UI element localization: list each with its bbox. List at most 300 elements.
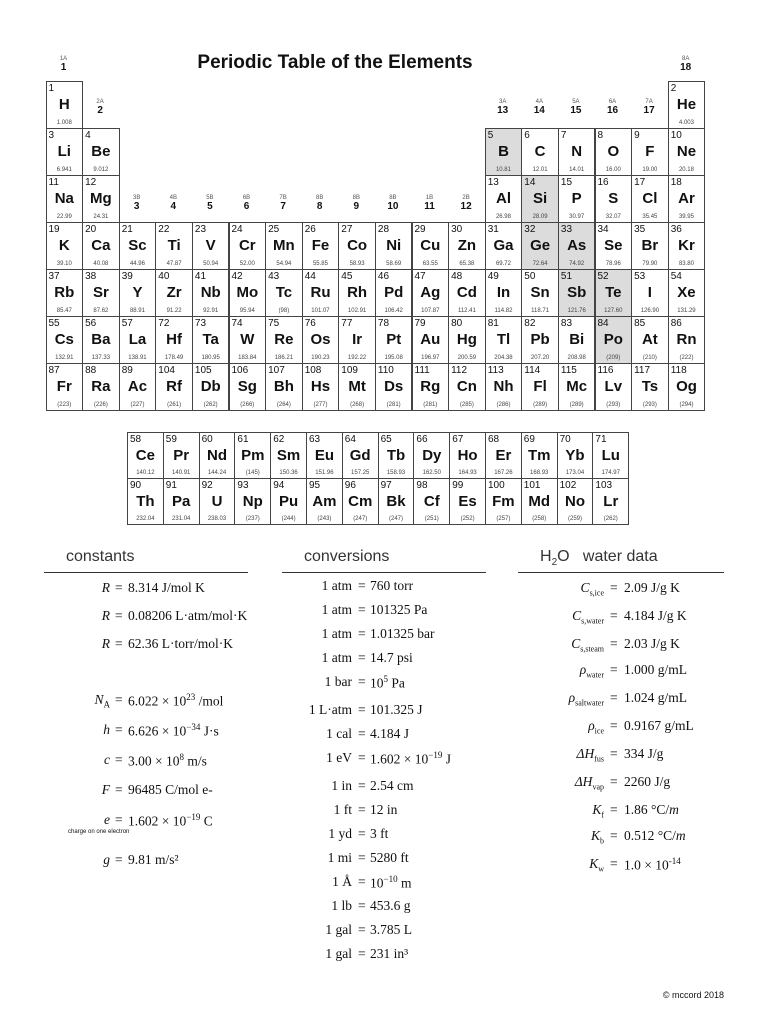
atomic-mass: 168.93 — [530, 470, 549, 476]
element-tb — [378, 432, 415, 479]
element-no — [557, 478, 594, 525]
element-te — [595, 269, 633, 317]
element-symbol: Au — [420, 331, 441, 348]
atomic-mass: 121.76 — [567, 308, 586, 314]
atomic-mass: 140.91 — [172, 470, 191, 476]
atomic-number: 65 — [380, 434, 392, 445]
atomic-mass: (277) — [313, 402, 328, 408]
equals-sign: = — [358, 626, 366, 641]
element-li — [46, 128, 84, 176]
element-symbol: H — [58, 96, 70, 113]
atomic-number: 89 — [121, 365, 133, 376]
atomic-mass: 19.00 — [642, 167, 658, 173]
element-symbol: Cd — [456, 284, 477, 301]
atomic-number: 22 — [158, 224, 170, 235]
atomic-number: 103 — [595, 480, 613, 491]
element-ir — [338, 316, 376, 364]
element-nh — [485, 363, 523, 411]
element-og — [668, 363, 706, 411]
element-symbol: Og — [676, 378, 697, 395]
group-header-number: 16 — [606, 105, 619, 116]
atomic-number: 71 — [595, 434, 607, 445]
atomic-number: 111 — [414, 365, 430, 376]
atomic-number: 49 — [487, 271, 499, 282]
gas-constant-symbol: R — [101, 636, 110, 651]
element-au — [412, 316, 450, 364]
element-symbol: Ba — [91, 331, 111, 348]
atomic-mass: 190.23 — [311, 355, 330, 361]
equals-sign: = — [358, 946, 366, 961]
element-symbol: Eu — [314, 447, 334, 464]
atomic-number: 60 — [201, 434, 213, 445]
group-header-5 — [192, 195, 228, 212]
atomic-number: 115 — [560, 365, 577, 376]
element-symbol: Pt — [386, 331, 402, 348]
element-symbol: Sm — [276, 447, 301, 464]
element-tc — [265, 269, 303, 317]
conversion-rhs: $10^5$ Pa — [370, 674, 405, 691]
element-lr — [592, 478, 629, 525]
element-symbol: Se — [604, 237, 623, 254]
group-header-old: 5A — [572, 99, 580, 105]
element-symbol: Md — [528, 493, 551, 510]
atomic-number: 5 — [487, 130, 494, 141]
atomic-mass: 92.91 — [203, 308, 219, 314]
element-sr — [82, 269, 120, 317]
group-header-number: 15 — [570, 105, 582, 116]
element-la — [119, 316, 157, 364]
atomic-number: 91 — [165, 480, 177, 491]
element-rb — [46, 269, 84, 317]
atomic-number: 69 — [523, 434, 535, 445]
atomic-mass: 14.01 — [569, 167, 585, 173]
element-cf — [413, 478, 450, 525]
element-sg — [229, 363, 267, 411]
atomic-number: 61 — [237, 434, 249, 445]
element-symbol: Y — [132, 284, 143, 301]
atomic-number: 57 — [121, 318, 133, 329]
element-symbol: Lu — [601, 447, 620, 464]
water-symbol: $C_{s,steam}$ — [571, 636, 604, 654]
element-nd — [199, 432, 236, 479]
atomic-number: 23 — [194, 224, 207, 235]
element-symbol: U — [211, 493, 223, 510]
atomic-number: 108 — [304, 365, 322, 376]
equals-sign: = — [358, 802, 366, 817]
atomic-mass: 63.55 — [422, 261, 438, 267]
atomic-mass: (237) — [245, 516, 260, 522]
element-symbol: No — [564, 493, 585, 510]
element-mn — [265, 222, 303, 270]
element-pa — [163, 478, 200, 525]
atomic-mass: 195.08 — [384, 355, 403, 361]
gas-constant-symbol: R — [101, 608, 110, 623]
equals-sign: = — [358, 898, 366, 913]
element-symbol: Ge — [530, 237, 551, 254]
group-header-1 — [46, 56, 82, 73]
element-na — [46, 175, 84, 223]
atomic-number: 39 — [121, 271, 133, 282]
atomic-number: 16 — [597, 177, 609, 188]
conversions-divider — [282, 572, 486, 573]
atomic-mass: (257) — [496, 516, 511, 522]
conversion-rhs: 5280 ft — [370, 850, 409, 865]
element-sm — [270, 432, 307, 479]
group-header-number: 4 — [170, 201, 177, 212]
atomic-mass: 112.41 — [457, 308, 476, 314]
water-symbol: $K_w$ — [589, 856, 604, 874]
group-header-old: 8A — [682, 56, 690, 62]
element-pd — [375, 269, 413, 317]
atomic-mass: 32.07 — [605, 214, 621, 220]
atomic-mass: (294) — [679, 402, 694, 408]
equals-sign: = — [610, 828, 618, 843]
atomic-mass: 87.62 — [93, 308, 109, 314]
atomic-number: 24 — [231, 224, 243, 235]
element-symbol: Rg — [420, 378, 441, 395]
group-header-15 — [558, 99, 594, 116]
group-header-3 — [119, 195, 155, 212]
atomic-mass: 83.80 — [678, 261, 694, 267]
conversion-lhs: 1 atm — [321, 626, 352, 641]
group-header-number: 9 — [353, 201, 360, 212]
conversion-rhs: 453.6 g — [370, 898, 411, 913]
group-header-number: 1 — [60, 62, 67, 73]
group-header-old: 8B — [316, 195, 324, 201]
speed-of-light-unit: m/s — [184, 753, 207, 769]
element-symbol: Hs — [310, 378, 331, 395]
element-pu — [270, 478, 307, 525]
element-symbol: Te — [605, 284, 622, 301]
element-lu — [592, 432, 629, 479]
element-w — [229, 316, 267, 364]
element-at — [631, 316, 669, 364]
atomic-mass: 183.84 — [238, 355, 257, 361]
atomic-mass: 39.95 — [678, 214, 694, 220]
element-symbol: Br — [641, 237, 659, 254]
group-header-11 — [412, 195, 448, 212]
element-fe — [302, 222, 340, 270]
element-re — [265, 316, 303, 364]
atomic-number: 102 — [559, 480, 577, 491]
conversion-lhs: 1 yd — [328, 826, 352, 841]
atomic-mass: 102.91 — [347, 308, 367, 314]
atomic-number: 64 — [344, 434, 356, 445]
atomic-number: 6 — [524, 130, 530, 141]
group-header-old: 8B — [389, 195, 397, 201]
element-symbol: Mn — [273, 237, 295, 254]
conversion-rhs: 2.54 cm — [370, 778, 414, 793]
group-header-6 — [229, 195, 265, 212]
atomic-number: 33 — [560, 224, 573, 235]
group-header-number: 7 — [280, 201, 286, 212]
page-title: Periodic Table of the Elements — [197, 52, 473, 73]
atomic-number: 50 — [524, 271, 536, 282]
atomic-number: 79 — [414, 318, 426, 329]
atomic-mass: 208.98 — [567, 355, 586, 361]
element-sn — [521, 269, 559, 317]
atomic-mass: (266) — [240, 402, 255, 408]
element-ds — [375, 363, 413, 411]
element-symbol: Es — [458, 493, 477, 510]
element-pr — [163, 432, 200, 479]
atomic-mass: 20.18 — [678, 167, 694, 173]
atomic-mass: 22.99 — [56, 214, 72, 220]
atomic-mass: 39.10 — [56, 261, 72, 267]
atomic-mass: 95.94 — [239, 308, 255, 314]
element-symbol: Gd — [349, 447, 371, 464]
group-header-2 — [82, 99, 118, 116]
conversion-lhs: 1 lb — [331, 898, 352, 913]
element-symbol: Nb — [200, 284, 221, 301]
element-symbol: Mo — [236, 284, 259, 301]
atomic-mass: (281) — [423, 402, 438, 408]
conversion-lhs: 1 atm — [321, 578, 352, 593]
element-symbol: Ts — [641, 378, 659, 395]
element-os — [302, 316, 340, 364]
conversion-lhs: 1 ft — [333, 802, 352, 817]
atomic-number: 8 — [597, 130, 604, 141]
group-header-old: 2A — [96, 99, 104, 105]
atomic-mass: 69.72 — [495, 261, 511, 267]
element-fm — [485, 478, 522, 525]
element-ar — [668, 175, 706, 223]
atomic-number: 98 — [416, 480, 428, 491]
element-symbol: Nd — [206, 447, 227, 464]
water-symbol: $K_f$ — [592, 802, 604, 820]
atomic-number: 36 — [670, 224, 682, 235]
element-symbol: Po — [603, 331, 623, 348]
element-sc — [119, 222, 157, 270]
group-header-number: 12 — [460, 201, 472, 212]
group-header-old: 7A — [645, 99, 653, 105]
group-header-number: 13 — [497, 105, 509, 116]
element-zr — [155, 269, 193, 317]
element-hf — [155, 316, 193, 364]
element-symbol: Rf — [166, 378, 182, 395]
atomic-mass: 4.003 — [678, 120, 694, 126]
element-rg — [412, 363, 450, 411]
atomic-number: 35 — [634, 224, 646, 235]
element-gd — [342, 432, 379, 479]
element-symbol: V — [205, 237, 216, 254]
water-value: 1.000 g/mL — [624, 662, 687, 677]
planck-exponent: −34 — [186, 722, 201, 732]
atomic-mass: (210) — [642, 355, 657, 361]
atomic-mass: (285) — [459, 402, 474, 408]
group-header-16 — [595, 99, 631, 116]
atomic-number: 114 — [524, 365, 541, 376]
atomic-number: 116 — [597, 365, 614, 376]
constants-heading: constants — [66, 548, 135, 565]
atomic-mass: (293) — [606, 402, 621, 408]
atomic-mass: 162.50 — [422, 470, 441, 476]
avogadro-exponent: 23 — [186, 692, 196, 702]
element-th — [127, 478, 164, 525]
element-symbol: W — [240, 331, 255, 348]
atomic-number: 10 — [670, 130, 682, 141]
atomic-number: 70 — [559, 434, 571, 445]
equals-sign: = — [358, 850, 366, 865]
atomic-number: 44 — [304, 271, 316, 282]
atomic-number: 53 — [634, 271, 646, 282]
atomic-number: 90 — [130, 480, 142, 491]
group-header-number: 17 — [643, 105, 655, 116]
gravity-value: 9.81 m/s² — [128, 852, 179, 867]
water-value: $1.0 \times 10^{-14}$ — [624, 856, 681, 873]
equals-sign: = — [358, 726, 366, 741]
atomic-mass: (261) — [167, 402, 182, 408]
avogadro-unit: /mol — [195, 693, 224, 709]
element-symbol: Np — [242, 493, 263, 510]
element-ti — [155, 222, 193, 270]
atomic-mass: (223) — [57, 402, 72, 408]
atomic-number: 38 — [85, 271, 97, 282]
element-symbol: Sb — [567, 284, 587, 301]
element-symbol: Ds — [384, 378, 404, 395]
atomic-mass: 24.31 — [93, 214, 109, 220]
element-eu — [306, 432, 343, 479]
element-symbol: Pm — [241, 447, 265, 464]
atomic-mass: 200.59 — [457, 355, 477, 361]
element-fl — [521, 363, 559, 411]
element-symbol: Be — [91, 143, 111, 160]
conversion-rhs: 3 ft — [370, 826, 389, 841]
group-header-9 — [338, 195, 374, 212]
element-symbol: Ga — [493, 237, 514, 254]
element-symbol: Ta — [202, 331, 219, 348]
atomic-mass: 192.22 — [347, 355, 367, 361]
atomic-mass: 6.941 — [56, 167, 72, 173]
element-symbol: Cl — [642, 190, 658, 207]
element-symbol: Cn — [456, 378, 477, 395]
conversions-heading: conversions — [304, 548, 390, 565]
atomic-mass: (222) — [679, 355, 694, 361]
atomic-mass: 65.38 — [459, 261, 475, 267]
atomic-number: 7 — [560, 130, 567, 141]
element-symbol: Ac — [127, 378, 148, 395]
element-be — [82, 128, 120, 176]
conversion-rhs: 4.184 J — [370, 726, 410, 741]
atomic-number: 12 — [85, 177, 97, 188]
atomic-number: 37 — [48, 271, 60, 282]
group-header-number: 5 — [207, 201, 213, 212]
faraday-symbol: F — [101, 782, 110, 797]
atomic-number: 101 — [523, 480, 541, 491]
atomic-number: 109 — [341, 365, 358, 376]
atomic-mass: 58.93 — [349, 261, 365, 267]
atomic-number: 11 — [48, 177, 59, 188]
water-symbol: $K_b$ — [590, 828, 604, 846]
conversion-rhs: 231 in³ — [370, 946, 409, 961]
element-symbol: Ra — [91, 378, 111, 395]
element-zn — [448, 222, 486, 270]
element-np — [234, 478, 271, 525]
water-value: 0.9167 g/mL — [624, 718, 694, 733]
atomic-mass: (252) — [460, 516, 475, 522]
atomic-number: 15 — [560, 177, 573, 188]
atomic-mass: 26.98 — [495, 214, 511, 220]
group-header-number: 14 — [533, 105, 545, 116]
atomic-number: 31 — [487, 224, 499, 235]
equals-sign: = — [610, 802, 618, 817]
conversion-rhs: 14.7 psi — [370, 650, 413, 665]
atomic-mass: 144.24 — [207, 470, 227, 476]
atomic-mass: 180.95 — [201, 355, 220, 361]
avogadro-mantissa: 6.022 × 10 — [128, 693, 187, 709]
element-mo — [229, 269, 267, 317]
element-symbol: Rn — [676, 331, 697, 348]
atomic-number: 56 — [85, 318, 97, 329]
element-ag — [412, 269, 450, 317]
atomic-mass: 138.91 — [128, 355, 147, 361]
group-header-old: 1B — [425, 195, 434, 201]
element-symbol: Os — [310, 331, 331, 348]
avogadro-symbol: N — [94, 692, 104, 707]
element-symbol: Fl — [533, 378, 547, 395]
atomic-number: 3 — [48, 130, 55, 141]
element-symbol: B — [498, 143, 509, 160]
water-value: 1.86 °C/m — [624, 802, 679, 817]
element-symbol: Lv — [604, 378, 623, 395]
group-header-old: 3B — [133, 195, 141, 201]
element-he — [668, 81, 706, 129]
group-header-number: 18 — [680, 62, 692, 73]
atomic-mass: (98) — [278, 308, 290, 314]
element-symbol: O — [607, 143, 620, 160]
element-al — [485, 175, 523, 223]
atomic-number: 117 — [634, 365, 651, 376]
element-in — [485, 269, 523, 317]
atomic-mass: (289) — [569, 402, 584, 408]
element-po — [595, 316, 633, 364]
element-i — [631, 269, 669, 317]
equals-sign: = — [610, 662, 618, 677]
atomic-number: 83 — [560, 318, 573, 329]
equals-sign: = — [358, 650, 366, 665]
atomic-mass: 79.90 — [642, 261, 658, 267]
element-c — [521, 128, 559, 176]
group-header-old: 3A — [499, 99, 507, 105]
element-symbol: He — [676, 96, 697, 113]
atomic-mass: (286) — [496, 402, 511, 408]
element-symbol: Si — [533, 190, 548, 207]
copyright: © mccord 2018 — [662, 990, 724, 1000]
atomic-mass: 101.07 — [311, 308, 330, 314]
atomic-number: 118 — [670, 365, 687, 376]
water-value: 2260 J/g — [624, 774, 671, 789]
element-nb — [192, 269, 230, 317]
atomic-number: 29 — [414, 224, 426, 235]
atomic-mass: 78.96 — [605, 261, 621, 267]
element-symbol: K — [58, 237, 70, 254]
atomic-number: 95 — [309, 480, 321, 491]
atomic-number: 54 — [670, 271, 682, 282]
atomic-mass: (226) — [93, 402, 108, 408]
atomic-mass: 174.97 — [601, 470, 620, 476]
speed-of-light-exponent: 8 — [179, 752, 184, 762]
element-es — [449, 478, 486, 525]
element-cs — [46, 316, 84, 364]
atomic-number: 68 — [488, 434, 500, 445]
atomic-number: 55 — [48, 318, 60, 329]
conversion-rhs: $1.602 \times 10^{-19}$ J — [370, 750, 451, 767]
atomic-mass: 88.91 — [129, 308, 145, 314]
element-symbol: Tc — [275, 284, 293, 301]
atomic-number: 81 — [487, 318, 499, 329]
conversion-rhs: 3.785 L — [370, 922, 412, 937]
element-rh — [338, 269, 376, 317]
